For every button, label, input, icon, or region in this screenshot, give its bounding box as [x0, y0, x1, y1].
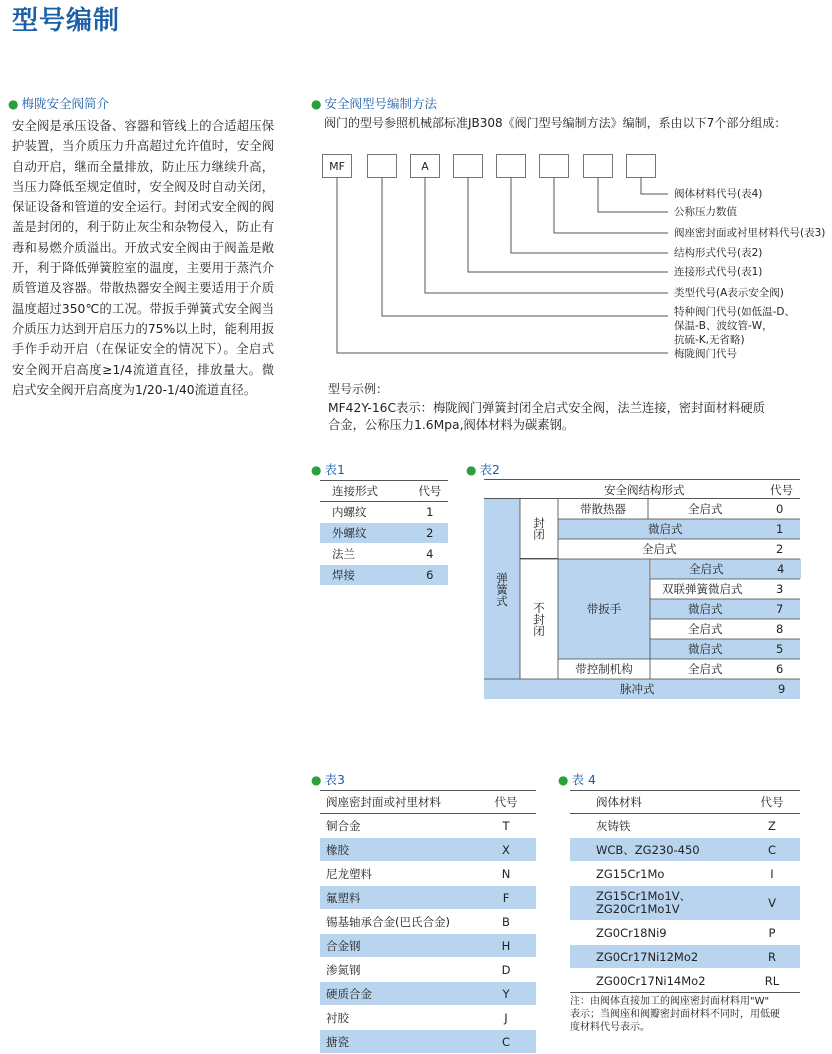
bullet-icon: ●: [311, 463, 322, 477]
table1-cell: 法兰: [320, 544, 412, 565]
table2-cell: 5: [776, 642, 784, 656]
table-row: [320, 934, 536, 958]
intro-heading-text: 梅陇安全阀简介: [21, 96, 109, 111]
table2-open-label: 不封闭: [532, 601, 546, 637]
table4-cell: ZG15Cr1Mo: [570, 862, 744, 886]
table4-cell: R: [744, 945, 800, 969]
table3-cell: C: [476, 1030, 536, 1054]
table4-note: [570, 995, 780, 1034]
table4-cell: WCB、ZG230-450: [570, 838, 744, 862]
table2-cell: 全启式: [688, 662, 723, 676]
table1-heading-text: 表1: [324, 462, 345, 477]
table3-cell: 渗氮钢: [320, 958, 476, 982]
table3: [320, 790, 536, 1054]
table2-cell: 3: [776, 582, 784, 596]
table3-cell: H: [476, 934, 536, 958]
table2-wrench-label: 带扳手: [558, 559, 650, 659]
table1-header-code: 代号: [412, 481, 448, 502]
table4-cell-line: ZG20Cr1Mo1V: [596, 902, 680, 916]
table2-header-code: 代号: [770, 483, 793, 497]
table3-cell: 尼龙塑料: [320, 862, 476, 886]
table4-heading-text: 表 4: [571, 772, 596, 787]
table2-cell: 7: [776, 602, 784, 616]
table-row: [320, 910, 536, 934]
table-row: [570, 838, 800, 862]
table3-cell: 合金钢: [320, 934, 476, 958]
table4-cell: ZG0Cr17Ni12Mo2: [570, 945, 744, 969]
table4-cell: 灰铸铁: [570, 814, 744, 838]
table1: [320, 480, 448, 586]
table3-cell: F: [476, 886, 536, 910]
table4-header-code: 代号: [744, 791, 800, 814]
table3-cell: Y: [476, 982, 536, 1006]
table3-cell: 锡基轴承合金(巴氏合金): [320, 910, 476, 934]
table4: [570, 790, 800, 993]
page-title: 型号编制: [12, 6, 121, 36]
table2-pulse-label: 脉冲式: [620, 682, 655, 696]
method-desc: 阀门的型号参照机械部标准JB308《阀门型号编制方法》编制，系由以下7个部分组成：: [324, 116, 787, 130]
table3-header-material: 阀座密封面或衬里材料: [320, 791, 476, 814]
bullet-icon: ●: [466, 463, 477, 477]
table2-control-label: 带控制机构: [575, 662, 633, 676]
table-row: [320, 982, 536, 1006]
table2-cell: 8: [776, 622, 784, 636]
label-seal-material: 阀座密封面或衬里材料代号(表3): [674, 227, 826, 239]
table1-cell: 4: [412, 544, 448, 565]
table4-header-material: 阀体材料: [570, 791, 744, 814]
table4-cell: ZG0Cr18Ni9: [570, 921, 744, 945]
table3-heading-text: 表3: [324, 772, 345, 787]
label-special-2: 保温-B、波纹管-W，: [674, 320, 773, 332]
table-row: [320, 523, 448, 544]
table4-heading: [558, 770, 596, 788]
table-row: [570, 862, 800, 886]
table2-cell: 2: [776, 542, 784, 556]
table3-cell: N: [476, 862, 536, 886]
table2-grid: [484, 479, 800, 699]
table-row: [320, 1030, 536, 1054]
bullet-icon: ●: [558, 773, 569, 787]
table-row: [570, 814, 800, 838]
table4-cell: Z: [744, 814, 800, 838]
table1-header-form: 连接形式: [320, 481, 412, 502]
table4-cell: P: [744, 921, 800, 945]
table4-cell: I: [744, 862, 800, 886]
table3-cell: T: [476, 814, 536, 838]
table3-heading: [311, 770, 345, 788]
table2-cell: 1: [776, 522, 784, 536]
table3-header-code: 代号: [476, 791, 536, 814]
table-row: [570, 945, 800, 969]
table4-cell: V: [744, 886, 800, 921]
table-row: [320, 886, 536, 910]
table3-cell: 硬质合金: [320, 982, 476, 1006]
table4-note-line: 度材料代号表示。: [570, 1022, 650, 1033]
table2-cell: 全启式: [688, 622, 723, 636]
intro-text: 安全阀是承压设备、容器和管线上的合适超压保护装置，当介质压力升高超过允许值时，安全阀自动开启，继而全量排放，防止压力继续升高，当压力降低至规定值时，安全阀及时自动关闭，保证设备和管道的安全运行。封闭式安全阀的阀盖是封闭的，利于防止灰尘和杂物侵入，防止有毒和易燃介质溢出。开放式安全阀由于阀盖是敞开，利于降低弹簧腔室的温度，主要用于蒸汽介质管道及容器。带散热器安全阀主要适用于介质温度超过350℃的工况。带扳手弹簧式安全阀当介质压力达到开启压力的75%以上时，能利用扳手作手动开启（在保证安全的情况下）。全启式安全阀开启高度≥1/4流道直径，排放量大。微启式安全阀开启高度为1/20-1/40流道直径。: [12, 119, 274, 397]
table2-cell: 全启式: [689, 562, 724, 576]
table3-cell: B: [476, 910, 536, 934]
example-line-1: MF42Y-16C表示：梅陇阀门弹簧封闭全启式安全阀，法兰连接，密封面材料硬质: [328, 401, 765, 415]
table2-heading-text: 表2: [479, 462, 500, 477]
label-pressure: 公称压力数值: [674, 206, 737, 218]
label-special-1: 特种阀门代号(如低温-D、: [674, 306, 795, 318]
example-line-2: 合金，公称压力1.6Mpa,阀体材料为碳素钢。: [328, 418, 575, 432]
table2-cell: 微启式: [648, 522, 683, 536]
table2-cell: 6: [776, 662, 784, 676]
label-structure: 结构形式代号(表2): [674, 247, 763, 259]
table3-cell: 橡胶: [320, 838, 476, 862]
code-box-3: A: [410, 154, 440, 178]
table-row: [570, 921, 800, 945]
table4-cell: [570, 886, 744, 921]
table2-radiator-label: 带散热器: [580, 502, 626, 516]
table1-cell: 内螺纹: [320, 502, 412, 523]
table-row: [320, 502, 448, 523]
table2-header-form: 安全阀结构形式: [604, 483, 685, 497]
table2: [484, 479, 800, 699]
table2-cell: 微启式: [688, 642, 723, 656]
table2-cell: 4: [777, 562, 785, 576]
table-row: [320, 958, 536, 982]
table4-cell: C: [744, 838, 800, 862]
code-box-1: MF: [322, 154, 352, 178]
label-type: 类型代号(A表示安全阀): [674, 287, 784, 299]
table1-cell: 外螺纹: [320, 523, 412, 544]
bullet-icon: ●: [311, 97, 322, 111]
table1-cell: 6: [412, 565, 448, 586]
table-row: [320, 838, 536, 862]
table-row: [570, 886, 800, 921]
table2-spring-label: 弹簧式: [495, 571, 509, 607]
table4-note-line: 注：由阀体直接加工的阀座密封面材料用"W": [570, 996, 770, 1007]
table2-cell: 全启式: [688, 502, 723, 516]
table-row: [320, 1006, 536, 1030]
table2-cell: 全启式: [642, 542, 677, 556]
table4-cell-line: ZG15Cr1Mo1V、: [596, 889, 692, 903]
table3-cell: X: [476, 838, 536, 862]
table2-heading: [466, 460, 500, 478]
table2-cell: 双联弹簧微启式: [662, 582, 743, 596]
bullet-icon: ●: [311, 773, 322, 787]
table4-cell: ZG00Cr17Ni14Mo2: [570, 969, 744, 993]
label-body-material: 阀体材料代号(表4): [674, 188, 763, 200]
table-row: [320, 544, 448, 565]
table3-cell: J: [476, 1006, 536, 1030]
table-row: [320, 814, 536, 838]
table2-closed-label: 封闭: [532, 517, 546, 540]
table1-cell: 1: [412, 502, 448, 523]
table3-cell: 铜合金: [320, 814, 476, 838]
table3-cell: 搪瓷: [320, 1030, 476, 1054]
label-special-3: 抗硫-K,无省略): [674, 334, 745, 346]
table4-note-line: 表示；当阀座和阀瓣密封面材料不同时，用低硬: [570, 1009, 780, 1020]
table1-cell: 2: [412, 523, 448, 544]
table-row: [570, 969, 800, 993]
table-row: [320, 565, 448, 586]
table3-cell: 氟塑料: [320, 886, 476, 910]
table1-heading: [311, 460, 345, 478]
table1-cell: 焊接: [320, 565, 412, 586]
table4-cell: RL: [744, 969, 800, 993]
table3-cell: D: [476, 958, 536, 982]
bullet-icon: ●: [8, 97, 19, 111]
label-brand: 梅陇阀门代号: [674, 348, 737, 360]
table2-cell: 0: [776, 502, 784, 516]
table3-cell: 衬胶: [320, 1006, 476, 1030]
table-row: [320, 862, 536, 886]
table2-cell: 9: [778, 682, 786, 696]
label-connection: 连接形式代号(表1): [674, 266, 763, 278]
example-heading: 型号示例：: [328, 382, 389, 396]
method-heading-text: 安全阀型号编制方法: [324, 96, 437, 111]
table2-cell: 微启式: [688, 602, 723, 616]
